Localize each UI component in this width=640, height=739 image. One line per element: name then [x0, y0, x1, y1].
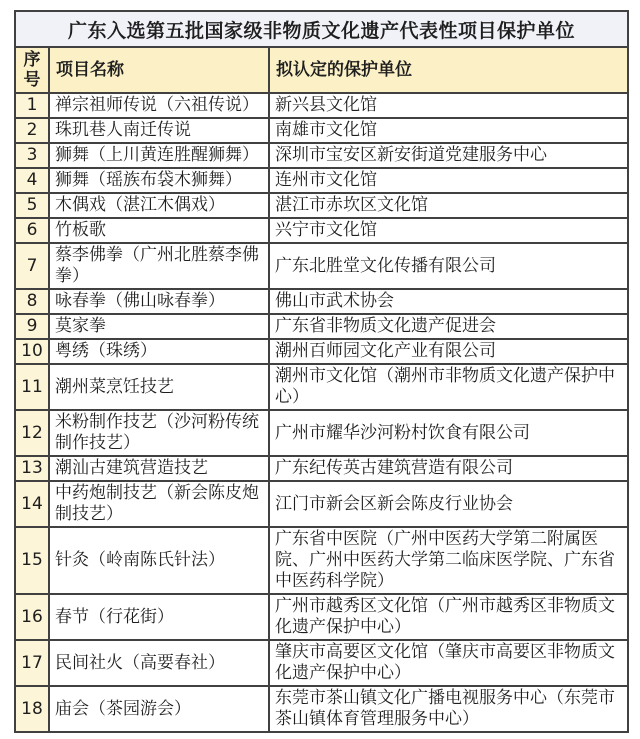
table-row: [15, 594, 628, 640]
row-index-cell: 13: [15, 456, 49, 481]
row-index-cell: 6: [15, 218, 49, 243]
project-name-cell: 春节（行花街）: [49, 594, 269, 640]
row-index-cell: 17: [15, 640, 49, 686]
table-row: [15, 527, 628, 594]
table-title: 广东入选第五批国家级非物质文化遗产代表性项目保护单位: [15, 11, 628, 47]
table-row: [15, 640, 628, 686]
table-row: [15, 93, 628, 118]
project-name-cell: 咏春拳（佛山咏春拳）: [49, 289, 269, 314]
protection-unit-cell: 东莞市茶山镇文化广播电视服务中心（东莞市茶山镇体育管理服务中心）: [269, 686, 628, 732]
protection-unit-cell: 广东省中医院（广州中医药大学第二附属医院、广州中医药大学第二临床医学院、广东省中医药科学院）: [269, 527, 628, 594]
column-header-project-name: 项目名称: [49, 47, 269, 93]
row-index-cell: 11: [15, 364, 49, 410]
project-name-cell: 竹板歌: [49, 218, 269, 243]
table-title-row: [15, 11, 628, 47]
project-name-cell: 针灸（岭南陈氏针法）: [49, 527, 269, 594]
protection-unit-cell: 潮州百师园文化产业有限公司: [269, 339, 628, 364]
row-index-cell: 12: [15, 410, 49, 456]
project-name-cell: 禅宗祖师传说（六祖传说）: [49, 93, 269, 118]
row-index-cell: 4: [15, 168, 49, 193]
table-body: [15, 93, 628, 732]
table-row: [15, 118, 628, 143]
table-row: [15, 289, 628, 314]
row-index-cell: 18: [15, 686, 49, 732]
project-name-cell: 潮州菜烹饪技艺: [49, 364, 269, 410]
project-name-cell: 莫家拳: [49, 314, 269, 339]
table-row: [15, 456, 628, 481]
protection-unit-cell: 佛山市武术协会: [269, 289, 628, 314]
table-row: [15, 686, 628, 732]
protection-unit-cell: 兴宁市文化馆: [269, 218, 628, 243]
table-row: [15, 410, 628, 456]
project-name-cell: 木偶戏（湛江木偶戏）: [49, 193, 269, 218]
project-name-cell: 狮舞（上川黄连胜醒狮舞）: [49, 143, 269, 168]
table-row: [15, 193, 628, 218]
project-name-cell: 民间社火（高要春社）: [49, 640, 269, 686]
project-name-cell: 潮汕古建筑营造技艺: [49, 456, 269, 481]
table-header-row: [15, 47, 628, 93]
row-index-cell: 5: [15, 193, 49, 218]
project-name-cell: 蔡李佛拳（广州北胜蔡李佛拳）: [49, 243, 269, 289]
protection-unit-cell: 连州市文化馆: [269, 168, 628, 193]
row-index-cell: 9: [15, 314, 49, 339]
row-index-cell: 14: [15, 481, 49, 527]
row-index-cell: 15: [15, 527, 49, 594]
table-row: [15, 218, 628, 243]
project-name-cell: 粤绣（珠绣）: [49, 339, 269, 364]
project-name-cell: 狮舞（瑶族布袋木狮舞）: [49, 168, 269, 193]
table-row: [15, 243, 628, 289]
row-index-cell: 16: [15, 594, 49, 640]
protection-unit-cell: 广东省非物质文化遗产促进会: [269, 314, 628, 339]
column-header-index: 序号: [15, 47, 49, 93]
protection-unit-cell: 广州市越秀区文化馆（广州市越秀区非物质文化遗产保护中心）: [269, 594, 628, 640]
row-index-cell: 7: [15, 243, 49, 289]
row-index-cell: 8: [15, 289, 49, 314]
protection-unit-cell: 广东纪传英古建筑营造有限公司: [269, 456, 628, 481]
protection-unit-cell: 广州市耀华沙河粉村饮食有限公司: [269, 410, 628, 456]
row-index-cell: 1: [15, 93, 49, 118]
table-row: [15, 314, 628, 339]
column-header-protection-unit: 拟认定的保护单位: [269, 47, 628, 93]
protection-unit-cell: 潮州市文化馆（潮州市非物质文化遗产保护中心）: [269, 364, 628, 410]
project-name-cell: 庙会（茶园游会）: [49, 686, 269, 732]
protection-unit-cell: 新兴县文化馆: [269, 93, 628, 118]
table-row: [15, 143, 628, 168]
protection-unit-cell: 江门市新会区新会陈皮行业协会: [269, 481, 628, 527]
project-name-cell: 米粉制作技艺（沙河粉传统制作技艺）: [49, 410, 269, 456]
project-name-cell: 珠玑巷人南迁传说: [49, 118, 269, 143]
protection-unit-cell: 肇庆市高要区文化馆（肇庆市高要区非物质文化遗产保护中心）: [269, 640, 628, 686]
table-row: [15, 168, 628, 193]
table-row: [15, 481, 628, 527]
row-index-cell: 10: [15, 339, 49, 364]
protection-unit-cell: 南雄市文化馆: [269, 118, 628, 143]
protection-unit-cell: 广东北胜堂文化传播有限公司: [269, 243, 628, 289]
project-name-cell: 中药炮制技艺（新会陈皮炮制技艺）: [49, 481, 269, 527]
row-index-cell: 2: [15, 118, 49, 143]
table-row: [15, 339, 628, 364]
table-row: [15, 364, 628, 410]
heritage-table: [14, 10, 629, 733]
protection-unit-cell: 湛江市赤坎区文化馆: [269, 193, 628, 218]
row-index-cell: 3: [15, 143, 49, 168]
protection-unit-cell: 深圳市宝安区新安街道党建服务中心: [269, 143, 628, 168]
